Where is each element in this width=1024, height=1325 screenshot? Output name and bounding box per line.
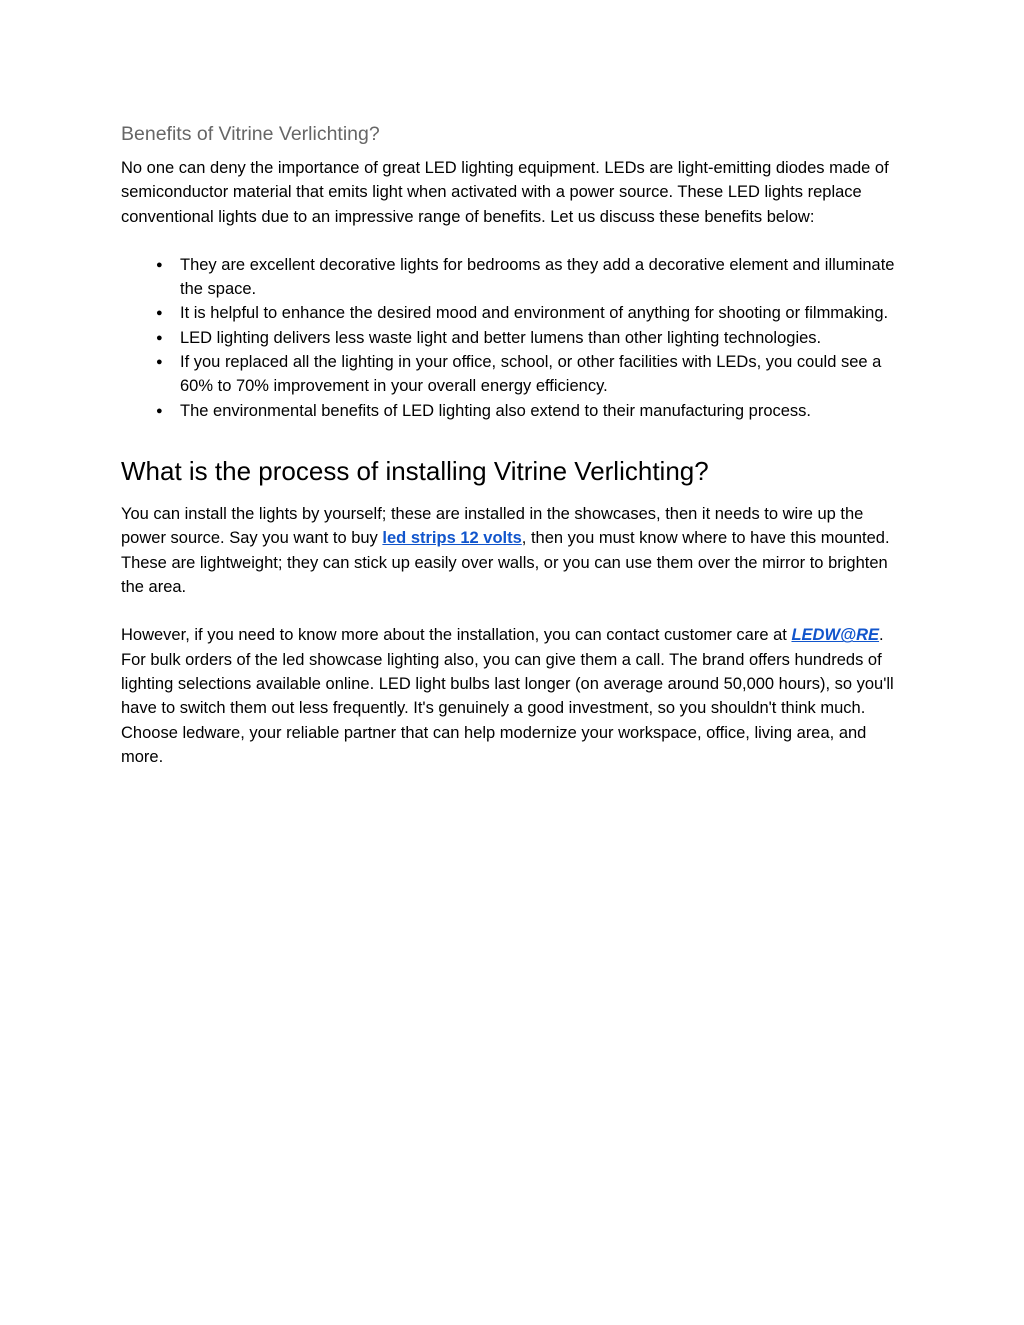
list-item-text: LED lighting delivers less waste light and better lumens than other lighting technologies. — [180, 328, 822, 347]
list-item-text: The environmental benefits of LED lighting also extend to their manufacturing process. — [180, 401, 812, 420]
benefits-list — [121, 253, 911, 423]
installation-paragraph — [121, 502, 911, 599]
installation-text-end: , then you must know where to have this mounted. These are lightweight; they can stick up easily over walls, or you can use them over the mirror to brighten the area. — [121, 529, 890, 596]
installation-text-start: You can install the lights by yourself; these are installed in the showcases, then it needs to wire up the power source. Say you want to buy — [121, 504, 864, 548]
list-item — [156, 350, 911, 399]
list-item — [156, 399, 911, 423]
list-item-text: They are excellent decorative lights for bedrooms as they add a decorative element and illuminate the space. — [180, 255, 895, 299]
list-item — [156, 326, 911, 350]
contact-paragraph — [121, 623, 911, 769]
section-title-installation: What is the process of installing Vitrine Verlichting? — [121, 455, 709, 486]
list-item-text: It is helpful to enhance the desired mood and environment of anything for shooting or filmmaking. — [180, 304, 889, 323]
contact-text-end: . For bulk orders of the led showcase lighting also, you can give them a call. The brand offers hundreds of lighting selections available online. LED light bulbs last longer (on average around 50,000 hours), so you'll have to switch them out less frequently. It's genuinely a good investment, so you shouldn't think much. Choose ledware, your reliable partner that can help modernize your workspace, office, living area, and more. — [121, 626, 894, 766]
contact-text-start: However, if you need to know more about the installation, you can contact customer care at — [121, 626, 792, 645]
led-strips-link[interactable]: led strips 12 volts — [382, 529, 522, 548]
section-title-benefits: Benefits of Vitrine Verlichting? — [121, 123, 380, 145]
list-item — [156, 253, 911, 302]
bullet-icon: ● — [156, 356, 163, 369]
bullet-icon: ● — [156, 258, 163, 271]
intro-paragraph: No one can deny the importance of great LED lighting equipment. LEDs are light-emitting diodes made of semiconductor material that emits light when activated with a power source. These LED lights replace conventional lights due to an impressive range of benefits. Let us discuss these benefits below: — [121, 159, 889, 226]
ledware-link[interactable]: LEDW@RE — [791, 626, 880, 645]
list-item-text: If you replaced all the lighting in your office, school, or other facilities with LEDs, you could see a 60% to 70% improvement in your overall energy efficiency. — [180, 353, 882, 396]
bullet-icon: ● — [156, 307, 163, 320]
bullet-icon: ● — [156, 404, 163, 417]
bullet-icon: ● — [156, 331, 163, 344]
document-page — [121, 118, 911, 769]
list-item — [156, 301, 911, 325]
